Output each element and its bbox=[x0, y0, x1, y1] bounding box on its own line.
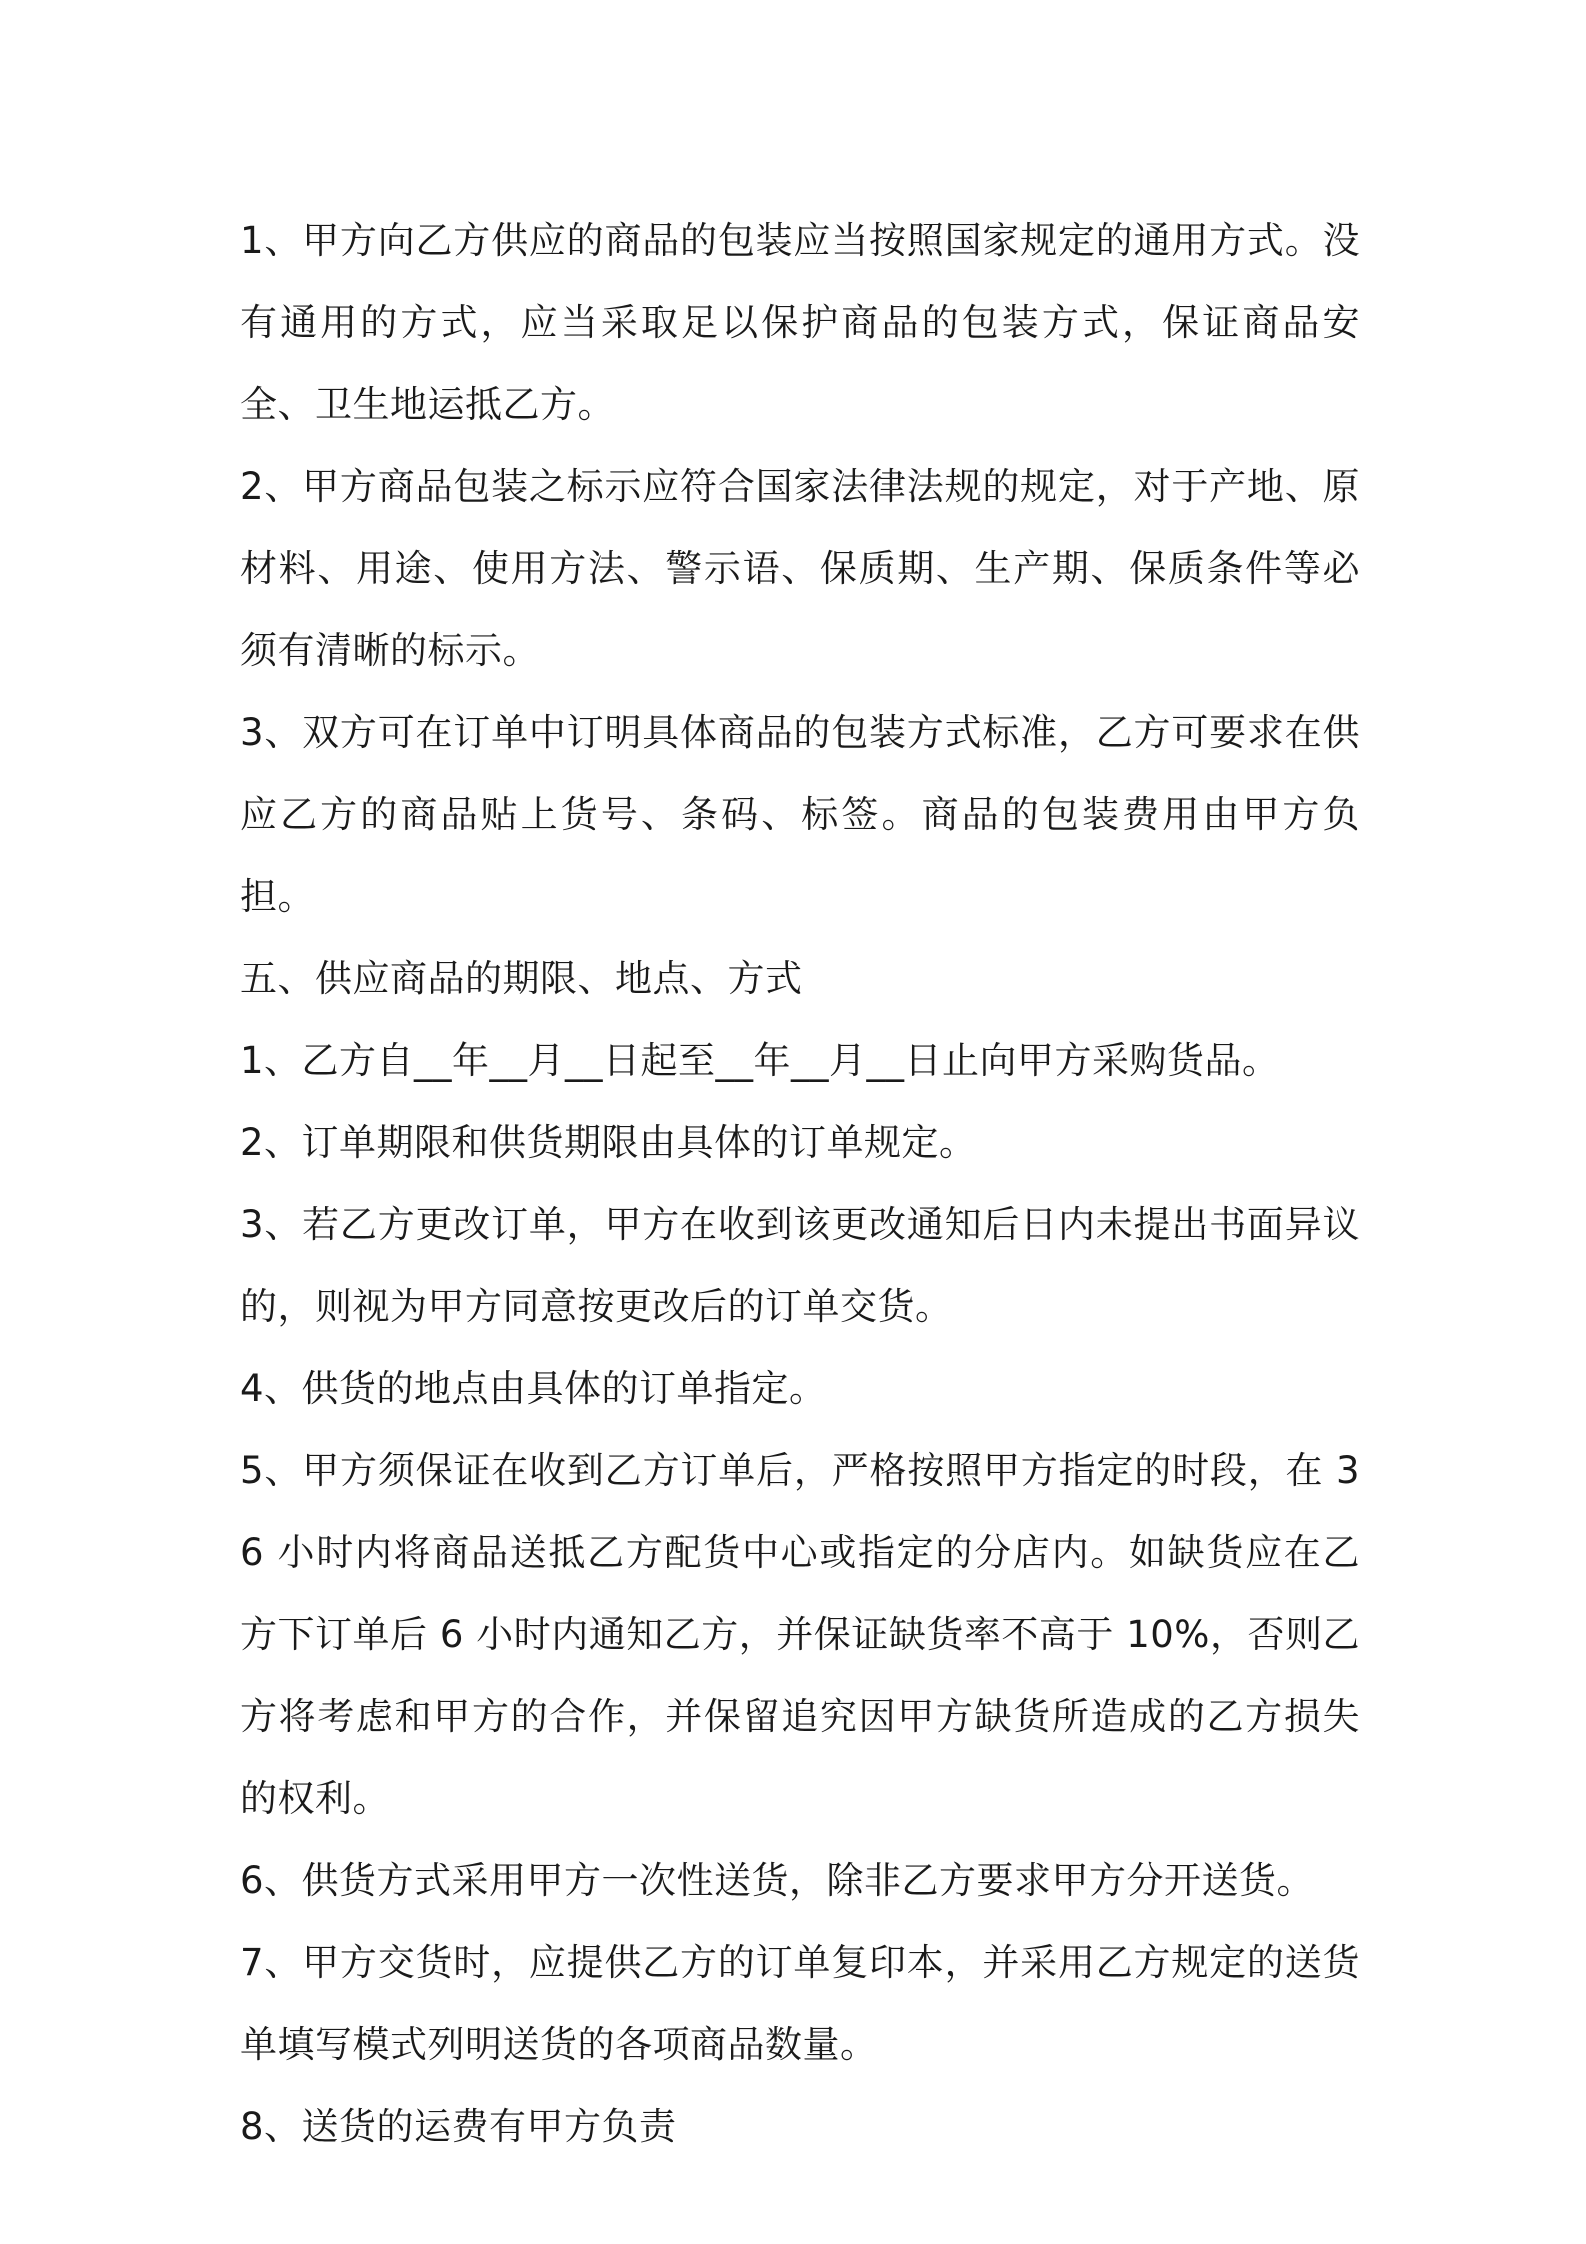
clause-supply-6: 6、供货方式采用甲方一次性送货，除非乙方要求甲方分开送货。 bbox=[240, 1859, 1315, 1902]
clause-supply-3: 3、若乙方更改订单，甲方在收到该更改通知后日内未提出书面异议的，则视为甲方同意按更改后的订单交货。 bbox=[240, 1203, 1360, 1328]
clause-supply-2: 2、订单期限和供货期限由具体的订单规定。 bbox=[240, 1121, 977, 1164]
clause-supply-4: 4、供货的地点由具体的订单指定。 bbox=[240, 1367, 827, 1410]
clause-supply-7: 7、甲方交货时，应提供乙方的订单复印本，并采用乙方规定的送货单填写模式列明送货的各项商品数量。 bbox=[240, 1941, 1360, 2066]
section-heading-five: 五、供应商品的期限、地点、方式 bbox=[240, 957, 803, 1000]
clause-supply-8: 8、送货的运费有甲方负责 bbox=[240, 2105, 677, 2148]
clause-packaging-2: 2、甲方商品包装之标示应符合国家法律法规的规定，对于产地、原材料、用途、使用方法、警示语、保质期、生产期、保质条件等必须有清晰的标示。 bbox=[240, 465, 1360, 672]
clause-supply-5: 5、甲方须保证在收到乙方订单后，严格按照甲方指定的时段，在 36 小时内将商品送抵乙方配货中心或指定的分店内。如缺货应在乙方下订单后 6 小时内通知乙方，并保证缺货率不高于 10%，否则乙方将考虑和甲方的合作，并保留追究因甲方缺货所造成的乙方损失的权利。 bbox=[240, 1449, 1360, 1820]
document-body bbox=[240, 200, 1360, 2168]
clause-packaging-1: 1、甲方向乙方供应的商品的包装应当按照国家规定的通用方式。没有通用的方式，应当采取足以保护商品的包装方式，保证商品安全、卫生地运抵乙方。 bbox=[240, 219, 1360, 426]
clause-supply-1: 1、乙方自__年__月__日起至__年__月__日止向甲方采购货品。 bbox=[240, 1039, 1280, 1082]
clause-packaging-3: 3、双方可在订单中订明具体商品的包装方式标准，乙方可要求在供应乙方的商品贴上货号、条码、标签。商品的包装费用由甲方负担。 bbox=[240, 711, 1360, 918]
